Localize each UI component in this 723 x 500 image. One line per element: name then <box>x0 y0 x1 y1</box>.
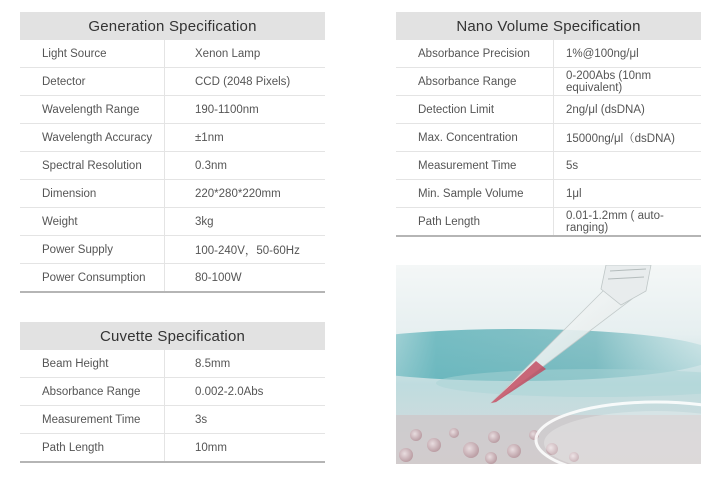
generation-spec-row <box>20 208 325 236</box>
nano-spec-row <box>396 68 701 96</box>
nano-spec-row-value: 15000ng/μl（dsDNA) <box>554 124 702 152</box>
nano-spec-row-label: Measurement Time <box>396 152 554 180</box>
cuvette-spec-table <box>20 350 325 463</box>
generation-spec-body <box>20 40 325 292</box>
nano-spec-panel <box>396 12 701 237</box>
nano-spec-row-value: 2ng/μl (dsDNA) <box>554 96 702 124</box>
nano-spec-row-value: 1%@100ng/μl <box>554 40 702 68</box>
generation-spec-row <box>20 96 325 124</box>
generation-spec-row-value: 220*280*220mm <box>165 180 326 208</box>
nano-spec-row-value: 5s <box>554 152 702 180</box>
generation-spec-row <box>20 236 325 264</box>
generation-spec-title: Generation Specification <box>20 12 325 40</box>
nano-spec-row-label: Absorbance Precision <box>396 40 554 68</box>
generation-spec-panel <box>20 12 325 293</box>
nano-spec-row-label: Max. Concentration <box>396 124 554 152</box>
cuvette-spec-panel <box>20 322 325 463</box>
nano-spec-row-value: 0.01-1.2mm ( auto-ranging) <box>554 208 702 237</box>
nano-spec-row-label: Path Length <box>396 208 554 237</box>
nano-spec-row <box>396 180 701 208</box>
nano-spec-row-label: Absorbance Range <box>396 68 554 96</box>
generation-spec-row-value: Xenon Lamp <box>165 40 326 68</box>
generation-spec-row <box>20 264 325 293</box>
cuvette-spec-row-value: 0.002-2.0Abs <box>165 378 326 406</box>
generation-spec-row-value: CCD (2048 Pixels) <box>165 68 326 96</box>
pipette-photo <box>396 265 701 464</box>
nano-spec-row-label: Detection Limit <box>396 96 554 124</box>
cuvette-spec-row <box>20 378 325 406</box>
nano-spec-title: Nano Volume Specification <box>396 12 701 40</box>
generation-spec-row-label: Detector <box>20 68 165 96</box>
cuvette-spec-row-value: 10mm <box>165 434 326 463</box>
cuvette-spec-body <box>20 350 325 462</box>
generation-spec-row-label: Power Supply <box>20 236 165 264</box>
nano-spec-row <box>396 40 701 68</box>
nano-spec-row-value: 0-200Abs (10nm equivalent) <box>554 68 702 96</box>
generation-spec-table <box>20 40 325 293</box>
pipette-illustration <box>396 265 701 464</box>
nano-spec-row-label: Min. Sample Volume <box>396 180 554 208</box>
nano-spec-row-value: 1μl <box>554 180 702 208</box>
cuvette-spec-row <box>20 434 325 463</box>
generation-spec-row-value: 190-1100nm <box>165 96 326 124</box>
generation-spec-row-value: 0.3nm <box>165 152 326 180</box>
nano-spec-row <box>396 96 701 124</box>
generation-spec-row <box>20 68 325 96</box>
generation-spec-row-label: Wavelength Range <box>20 96 165 124</box>
cuvette-spec-row-value: 8.5mm <box>165 350 326 378</box>
generation-spec-row-value: 80-100W <box>165 264 326 293</box>
cuvette-spec-row-label: Absorbance Range <box>20 378 165 406</box>
nano-spec-table <box>396 40 701 237</box>
cuvette-spec-row <box>20 350 325 378</box>
generation-spec-row-label: Wavelength Accuracy <box>20 124 165 152</box>
cuvette-spec-row-label: Beam Height <box>20 350 165 378</box>
nano-spec-body <box>396 40 701 236</box>
generation-spec-row-label: Light Source <box>20 40 165 68</box>
cuvette-spec-row <box>20 406 325 434</box>
generation-spec-row <box>20 180 325 208</box>
generation-spec-row <box>20 152 325 180</box>
cuvette-spec-title: Cuvette Specification <box>20 322 325 350</box>
generation-spec-row-label: Spectral Resolution <box>20 152 165 180</box>
generation-spec-row-label: Power Consumption <box>20 264 165 293</box>
nano-spec-row <box>396 124 701 152</box>
generation-spec-row <box>20 124 325 152</box>
generation-spec-row-label: Weight <box>20 208 165 236</box>
nano-spec-row <box>396 152 701 180</box>
cuvette-spec-row-label: Measurement Time <box>20 406 165 434</box>
generation-spec-row-value: 100-240V，50-60Hz <box>165 236 326 264</box>
cuvette-spec-row-label: Path Length <box>20 434 165 463</box>
generation-spec-row <box>20 40 325 68</box>
generation-spec-row-value: 3kg <box>165 208 326 236</box>
generation-spec-row-value: ±1nm <box>165 124 326 152</box>
cuvette-spec-row-value: 3s <box>165 406 326 434</box>
generation-spec-row-label: Dimension <box>20 180 165 208</box>
nano-spec-row <box>396 208 701 237</box>
